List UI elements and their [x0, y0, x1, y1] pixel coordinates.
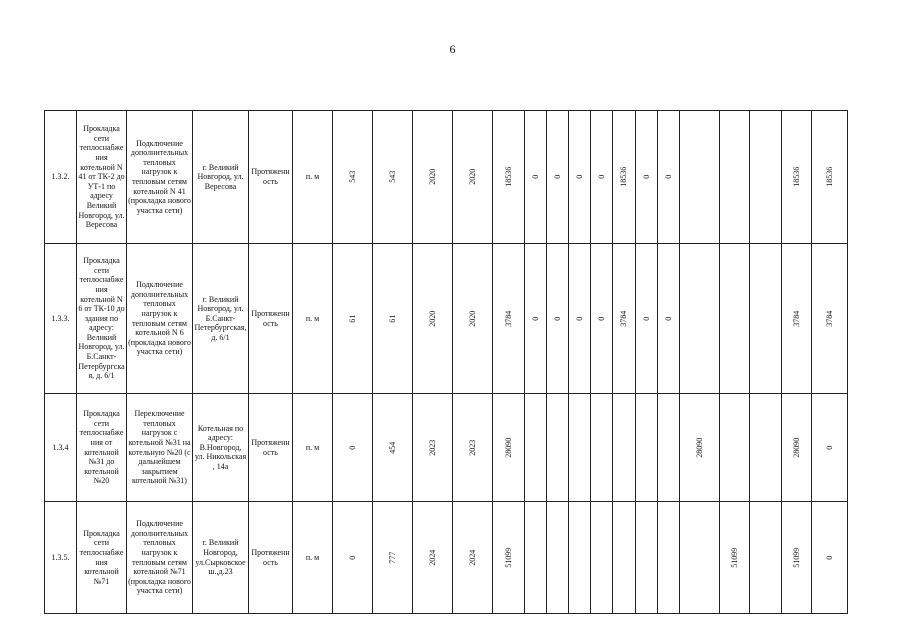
- value-cell: [812, 502, 848, 614]
- value-cell: [750, 244, 782, 394]
- row-id: 1.3.2.: [45, 111, 77, 244]
- row-purpose: Подключение дополнительных тепловых нагрузок к тепловым сетям котельной №71 (прокладка нового участка сети): [127, 502, 193, 614]
- value-text: 0: [663, 175, 673, 179]
- value-cell: [613, 111, 636, 244]
- value-cell: [569, 244, 591, 394]
- value-cell: [636, 394, 658, 502]
- value-cell: [591, 394, 613, 502]
- value-cell: [812, 244, 848, 394]
- value-cell: [591, 244, 613, 394]
- value-cell: [547, 394, 569, 502]
- investment-table: [44, 110, 848, 614]
- row-name: Прокладка сети теплоснабжения котельной N 41 от ТК-2 до УТ-1 по адресу Великий Новгород, ул. Вересова: [77, 111, 127, 244]
- value-cell: [680, 394, 720, 502]
- value-cell: [525, 244, 547, 394]
- value-cell: [413, 394, 453, 502]
- value-text: 0: [574, 316, 584, 321]
- value-cell: [569, 394, 591, 502]
- value-cell: [658, 394, 680, 502]
- value-text: 543: [347, 171, 357, 183]
- value-text: 51099: [729, 547, 739, 568]
- value-cell: [333, 502, 373, 614]
- row-unit: п. м: [293, 394, 333, 502]
- value-text: 2024: [427, 549, 437, 566]
- value-cell: [333, 111, 373, 244]
- value-cell: [413, 244, 453, 394]
- value-cell: [750, 502, 782, 614]
- value-text: 3784: [503, 310, 513, 327]
- value-text: 777: [387, 551, 397, 564]
- value-cell: [812, 111, 848, 244]
- value-cell: [493, 502, 525, 614]
- value-text: 28090: [503, 437, 513, 458]
- row-param: Протяженность: [249, 394, 293, 502]
- value-text: 0: [347, 445, 357, 450]
- value-text: 0: [347, 555, 357, 560]
- value-text: 0: [824, 445, 834, 450]
- value-cell: [547, 502, 569, 614]
- value-cell: [658, 244, 680, 394]
- value-cell: [453, 111, 493, 244]
- row-unit: п. м: [293, 111, 333, 244]
- value-cell: [493, 394, 525, 502]
- value-cell: [591, 502, 613, 614]
- value-text: 0: [663, 316, 673, 321]
- row-unit: п. м: [293, 502, 333, 614]
- value-cell: [333, 394, 373, 502]
- row-location: г. Великий Новгород, ул.Сырковское ш.,д.23: [193, 502, 249, 614]
- value-cell: [782, 111, 812, 244]
- value-text: 28090: [694, 437, 704, 458]
- row-purpose: Подключение дополнительных тепловых нагрузок к тепловым сетям котельной N 41 (прокладка нового участка сети): [127, 111, 193, 244]
- value-cell: [569, 502, 591, 614]
- value-cell: [613, 502, 636, 614]
- value-cell: [613, 394, 636, 502]
- value-cell: [680, 244, 720, 394]
- value-cell: [658, 502, 680, 614]
- value-cell: [782, 502, 812, 614]
- value-cell: [812, 394, 848, 502]
- value-cell: [636, 502, 658, 614]
- table-row: [45, 394, 848, 502]
- row-location: г. Великий Новгород, ул. Б.Санкт-Петербургская, д. 6/1: [193, 244, 249, 394]
- value-text: 51099: [503, 547, 513, 568]
- value-cell: [680, 502, 720, 614]
- value-cell: [720, 111, 750, 244]
- row-param: Протяженность: [249, 244, 293, 394]
- row-name: Прокладка сети теплоснабжения от котельной №31 до котельной №20: [77, 394, 127, 502]
- value-text: 0: [596, 316, 606, 321]
- value-text: 0: [552, 316, 562, 321]
- row-name: Прокладка сети теплоснабжения котельной №71: [77, 502, 127, 614]
- table-row: [45, 244, 848, 394]
- value-text: 18536: [824, 167, 834, 187]
- value-text: 0: [824, 555, 834, 560]
- value-cell: [525, 111, 547, 244]
- value-text: 18536: [503, 167, 513, 187]
- value-cell: [453, 244, 493, 394]
- row-param: Протяженность: [249, 111, 293, 244]
- value-text: 3784: [824, 310, 834, 327]
- value-cell: [636, 244, 658, 394]
- value-text: 51099: [791, 547, 801, 568]
- value-text: 2020: [467, 169, 477, 185]
- value-cell: [782, 244, 812, 394]
- value-cell: [373, 502, 413, 614]
- value-text: 2023: [467, 439, 477, 456]
- value-cell: [373, 394, 413, 502]
- value-cell: [493, 111, 525, 244]
- value-cell: [525, 394, 547, 502]
- value-text: 2024: [467, 549, 477, 566]
- value-text: 2020: [427, 310, 437, 327]
- row-id: 1.3.4: [45, 394, 77, 502]
- row-unit: п. м: [293, 244, 333, 394]
- row-id: 1.3.5.: [45, 502, 77, 614]
- value-text: 18536: [791, 167, 801, 187]
- value-text: 0: [574, 175, 584, 179]
- value-cell: [333, 244, 373, 394]
- value-cell: [680, 111, 720, 244]
- value-text: 0: [530, 316, 540, 321]
- table-row: [45, 502, 848, 614]
- value-cell: [413, 111, 453, 244]
- value-cell: [658, 111, 680, 244]
- value-cell: [636, 111, 658, 244]
- value-cell: [720, 244, 750, 394]
- value-text: 18536: [619, 167, 629, 187]
- row-location: Котельная по адресу: В.Новгород, ул. Никольская , 14а: [193, 394, 249, 502]
- value-cell: [591, 111, 613, 244]
- row-name: Прокладка сети теплоснабжения котельной N 6 от ТК-10 до здания по адресу: Великий Новгород, ул. Б.Санкт-Петербургская, д. 6/1: [77, 244, 127, 394]
- value-text: 2020: [467, 310, 477, 327]
- value-cell: [750, 394, 782, 502]
- value-text: 61: [347, 314, 357, 323]
- value-cell: [453, 394, 493, 502]
- value-text: 28090: [791, 437, 801, 458]
- value-text: 0: [530, 175, 540, 179]
- value-cell: [547, 111, 569, 244]
- value-text: 454: [387, 441, 397, 454]
- value-text: 61: [387, 314, 397, 323]
- value-text: 0: [596, 175, 606, 179]
- row-purpose: Переключение тепловых нагрузок с котельной №31 на котельную №20 (с дальнейшем закрытием котельной №31): [127, 394, 193, 502]
- value-text: 0: [552, 175, 562, 179]
- row-location: г. Великий Новгород, ул. Вересова: [193, 111, 249, 244]
- value-cell: [413, 502, 453, 614]
- value-cell: [782, 394, 812, 502]
- table-row: [45, 111, 848, 244]
- value-cell: [493, 244, 525, 394]
- value-text: 0: [641, 316, 651, 321]
- value-cell: [613, 244, 636, 394]
- value-text: 3784: [791, 310, 801, 327]
- value-text: 2023: [427, 439, 437, 456]
- value-cell: [453, 502, 493, 614]
- value-text: 0: [641, 175, 651, 179]
- row-purpose: Подключение дополнительных тепловых нагрузок к тепловым сетям котельной N 6 (прокладка нового участка сети): [127, 244, 193, 394]
- value-text: 2020: [427, 169, 437, 185]
- row-param: Протяженность: [249, 502, 293, 614]
- row-id: 1.3.3.: [45, 244, 77, 394]
- value-cell: [750, 111, 782, 244]
- value-cell: [547, 244, 569, 394]
- value-cell: [373, 111, 413, 244]
- value-cell: [720, 394, 750, 502]
- value-text: 3784: [619, 310, 629, 327]
- value-text: 543: [387, 171, 397, 183]
- value-cell: [373, 244, 413, 394]
- value-cell: [525, 502, 547, 614]
- page-number: 6: [449, 42, 456, 56]
- value-cell: [720, 502, 750, 614]
- value-cell: [569, 111, 591, 244]
